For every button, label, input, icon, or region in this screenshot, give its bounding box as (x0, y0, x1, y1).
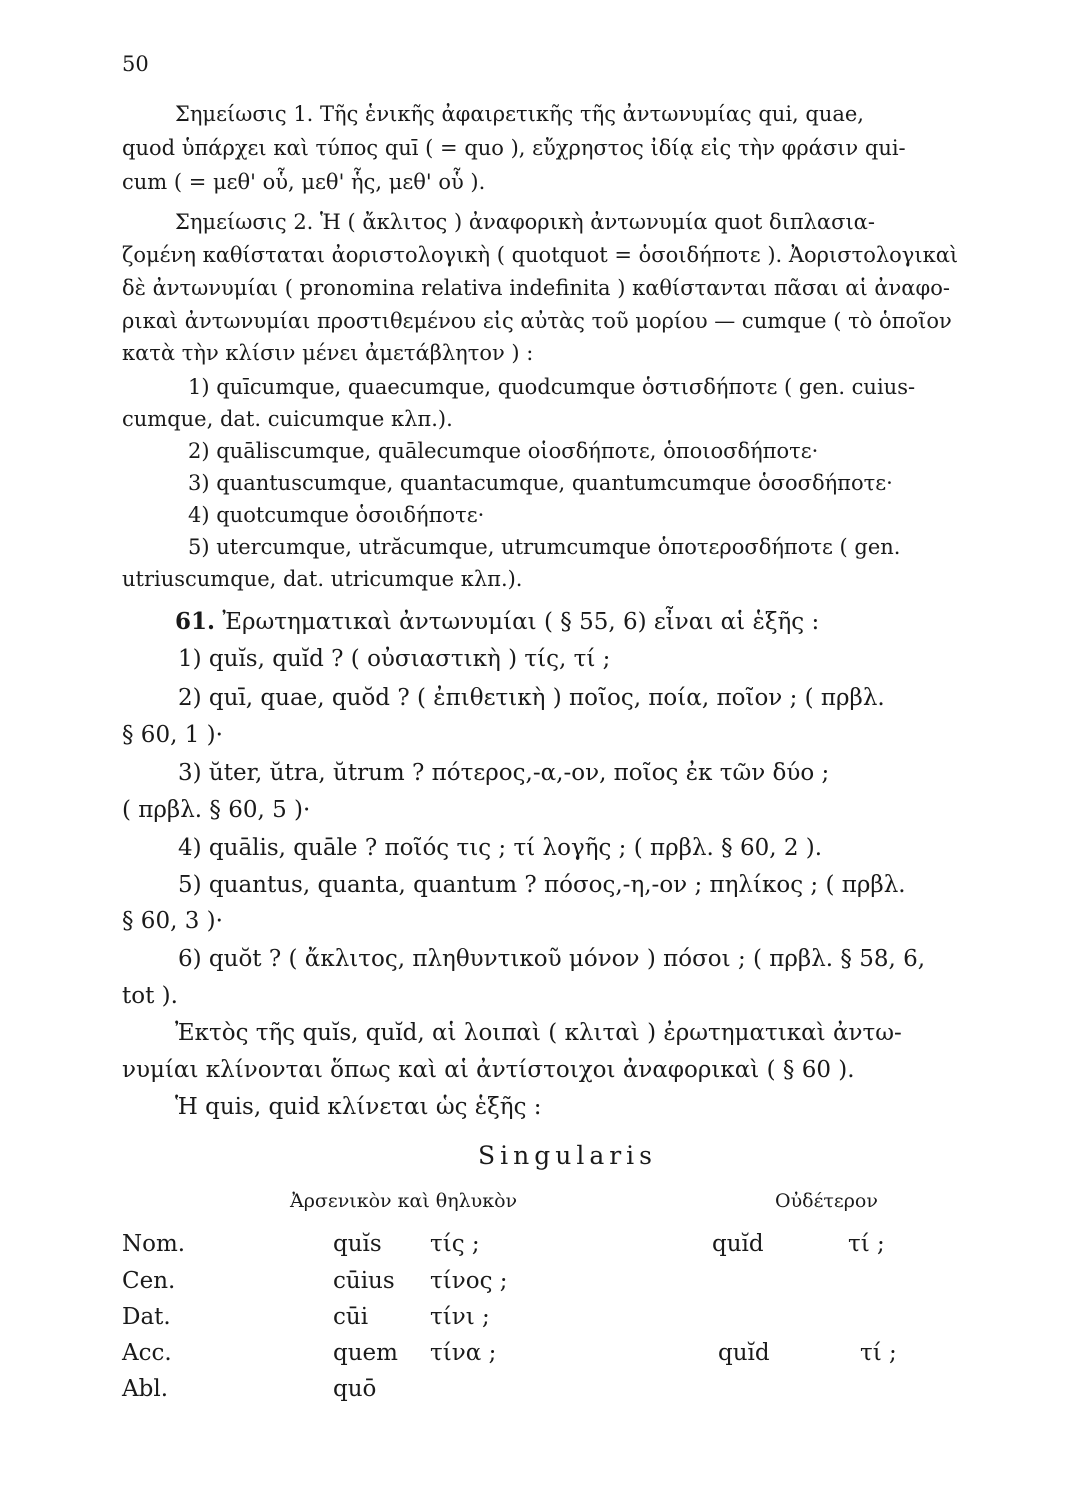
section-61-line-5: ( πρβλ. § 60, 5 )· (122, 797, 311, 823)
neuter-greek-nom: τί ; (848, 1231, 885, 1257)
latin-form-abl: quō (333, 1376, 377, 1402)
section-61-line-1: 1) quĭs, quĭd ? ( οὐσιαστικὴ ) τίς, τί ; (178, 646, 611, 672)
section-heading-text: Ἐρωτηματικαὶ ἀντωνυμίαι ( § 55, 6) εἶναι αἱ ἑξῆς : (222, 609, 820, 635)
note2-line-1: Σημείωσις 2. Ἡ ( ἄκλιτος ) ἀναφορικὴ ἀντωνυμία quot διπλασια- (175, 210, 875, 234)
greek-form-acc: τίνα ; (430, 1340, 497, 1366)
section-61-line-11: Ἐκτὸς τῆς quĭs, quĭd, αἱ λοιπαὶ ( κλιταὶ ) ἐρωτηματικαὶ ἀντω- (175, 1020, 902, 1046)
note2-item-1: 1) quīcumque, quaecumque, quodcumque ὁστισδήποτε ( gen. cuius- (188, 375, 916, 399)
note1-line-1: Σημείωσις 1. Τῆς ἑνικῆς ἀφαιρετικῆς τῆς ἀντωνυμίας qui, quae, (175, 102, 864, 126)
case-label-dat: Dat. (122, 1304, 171, 1330)
greek-form-gen: τίνος ; (430, 1268, 508, 1294)
note1-line-2: quod ὑπάρχει καὶ τύπος quī ( = quo ), εὔχρηστος ἰδίᾳ εἰς τὴν φράσιν qui- (122, 136, 906, 160)
greek-form-nom: τίς ; (430, 1231, 480, 1257)
note2-line-5: κατὰ τὴν κλίσιν μένει ἀμετάβλητον ) : (122, 341, 534, 365)
section-61-line-7: 5) quantus, quanta, quantum ? πόσος,-η,-ον ; πηλίκος ; ( πρβλ. (178, 872, 906, 898)
section-61-line-4: 3) ŭter, ŭtra, ŭtrum ? πότερος,-α,-ον, ποῖος ἐκ τῶν δύο ; (178, 760, 830, 786)
section-61-line-2: 2) quī, quae, quŏd ? ( ἐπιθετικὴ ) ποῖος, ποία, ποῖον ; ( πρβλ. (178, 685, 885, 711)
note2-line-3: δὲ ἀντωνυμίαι ( pronomina relativa indefinita ) καθίστανται πᾶσαι αἱ ἀναφο- (122, 276, 950, 300)
note2-item-5-cont: utriuscumque, dat. utricumque κλπ.). (122, 567, 523, 591)
latin-form-gen: cūius (333, 1268, 395, 1294)
section-61-line-8: § 60, 3 )· (122, 908, 223, 934)
note2-item-1-cont: cumque, dat. cuicumque κλπ.). (122, 407, 453, 431)
neuter-latin-nom: quĭd (712, 1231, 764, 1257)
note2-line-2: ζομένη καθίσταται ἀοριστολογικὴ ( quotquot = ὁσοιδήποτε ). Ἀοριστολογικαὶ (122, 243, 959, 267)
section-61-line-12: νυμίαι κλίνονται ὅπως καὶ αἱ ἀντίστοιχοι ἀναφορικαὶ ( § 60 ). (122, 1057, 855, 1083)
section-61-heading (175, 610, 819, 634)
note2-item-5: 5) utercumque, utrăcumque, utrumcumque ὁποτεροσδήποτε ( gen. (188, 535, 901, 559)
declension-title: Singularis (478, 1141, 658, 1170)
header-masc-fem: Ἀρσενικὸν καὶ θηλυκὸν (290, 1190, 518, 1212)
section-61-line-6: 4) quālis, quāle ? ποῖός τις ; τί λογῆς ; ( πρβλ. § 60, 2 ). (178, 835, 823, 861)
neuter-latin-acc: quĭd (718, 1340, 770, 1366)
note2-item-2: 2) quāliscumque, quālecumque οἱοσδήποτε, ὁποιοσδήποτε· (188, 439, 819, 463)
section-number: 61. (175, 608, 216, 635)
header-neuter: Οὐδέτερον (775, 1190, 878, 1212)
case-label-nom: Nom. (122, 1231, 186, 1257)
case-label-acc: Acc. (122, 1340, 172, 1366)
neuter-greek-acc: τί ; (860, 1340, 897, 1366)
note2-item-4: 4) quotcumque ὁσοιδήποτε· (188, 503, 485, 527)
section-61-line-3: § 60, 1 )· (122, 722, 223, 748)
page-number: 50 (122, 52, 149, 76)
latin-form-nom: quĭs (333, 1231, 382, 1257)
section-61-line-9: 6) quŏt ? ( ἄκλιτος, πληθυντικοῦ μόνον ) πόσοι ; ( πρβλ. § 58, 6, (178, 946, 926, 972)
note2-line-4: ρικαὶ ἀντωνυμίαι προστιθεμένου εἰς αὐτὰς τοῦ μορίου — cumque ( τὸ ὁποῖον (122, 309, 952, 333)
note1-line-3: cum ( = μεθ' οὗ, μεθ' ἧς, μεθ' οὗ ). (122, 170, 486, 194)
section-61-line-10: tot ). (122, 983, 178, 1009)
latin-form-dat: cūi (333, 1304, 369, 1330)
case-label-gen: Cen. (122, 1268, 176, 1294)
greek-form-dat: τίνι ; (430, 1304, 490, 1330)
note2-item-3: 3) quantuscumque, quantacumque, quantumcumque ὁσοσδήποτε· (188, 471, 893, 495)
case-label-abl: Abl. (122, 1376, 168, 1402)
latin-form-acc: quem (333, 1340, 398, 1366)
section-61-line-13: Ἡ quis, quid κλίνεται ὡς ἑξῆς : (175, 1094, 542, 1120)
